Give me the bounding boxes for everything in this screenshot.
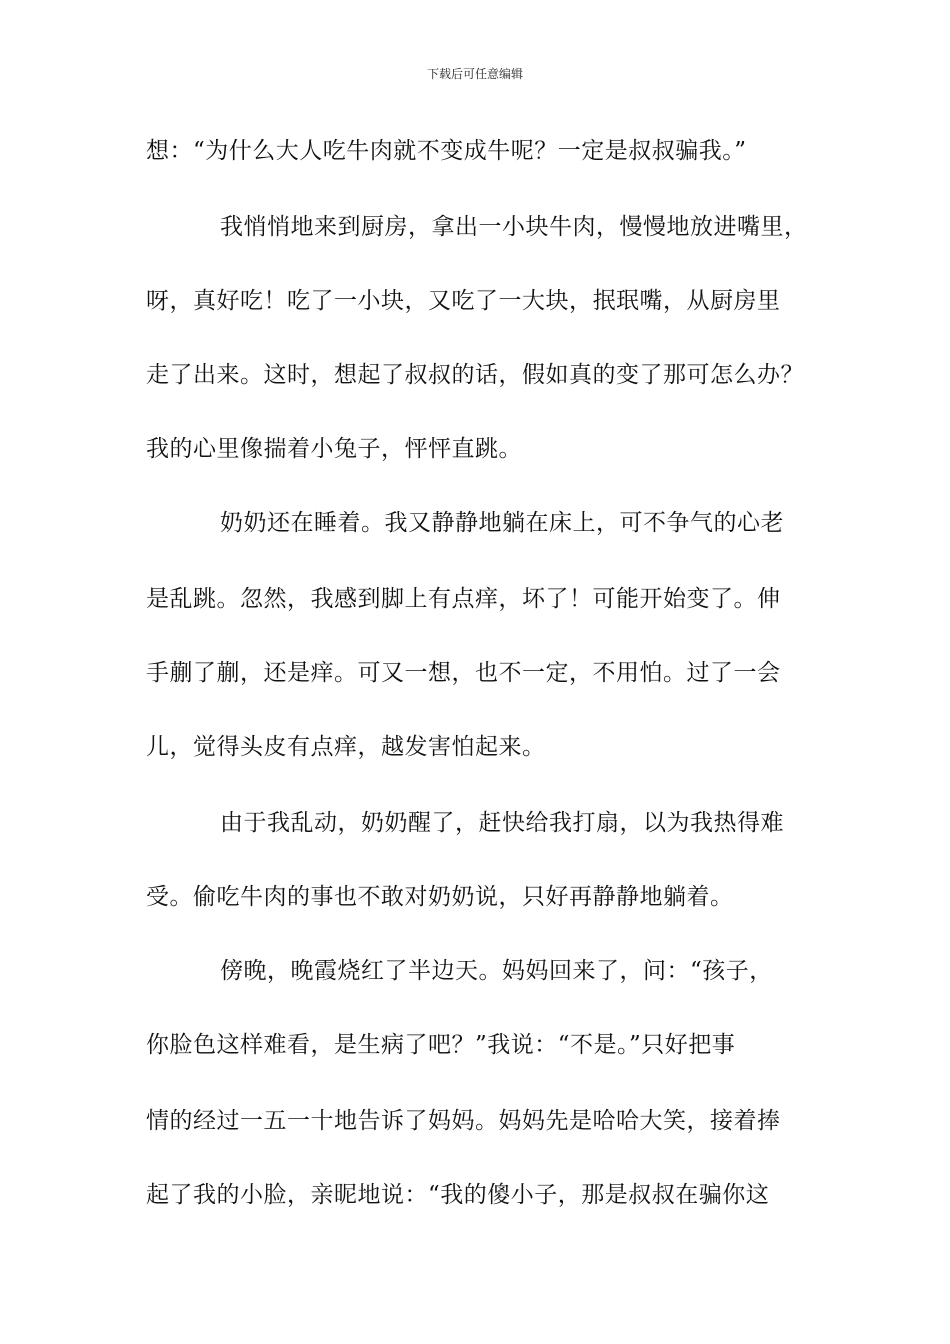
body-line: 儿，觉得头皮有点痒，越发害怕起来。 xyxy=(146,734,546,760)
body-line: 手蒯了蒯，还是痒。可又一想，也不一定，不用怕。过了一会 xyxy=(146,660,781,686)
body-line: 是乱跳。忽然，我感到脚上有点痒，坏了！可能开始变了。伸 xyxy=(146,586,781,612)
body-line: 我的心里像揣着小兔子，怦怦直跳。 xyxy=(146,436,522,462)
body-line: 傍晚，晚霞烧红了半边天。妈妈回来了，问：“孩子， xyxy=(220,958,773,984)
body-line: 你脸色这样难看，是生病了吧？”我说：“不是。”只好把事 xyxy=(146,1032,736,1058)
body-line: 我悄悄地来到厨房，拿出一小块牛肉，慢慢地放进嘴里， xyxy=(220,214,808,240)
body-line: 走了出来。这时，想起了叔叔的话，假如真的变了那可怎么办？ xyxy=(146,362,804,388)
body-line: 受。偷吃牛肉的事也不敢对奶奶说，只好再静静地躺着。 xyxy=(146,884,734,910)
body-line: 呀，真好吃！吃了一小块，又吃了一大块，抿珉嘴，从厨房里 xyxy=(146,288,781,314)
body-line: 奶奶还在睡着。我又静静地躺在床上，可不争气的心老 xyxy=(220,510,784,536)
body-line: 想：“为什么大人吃牛肉就不变成牛呢？一定是叔叔骗我。” xyxy=(146,138,747,164)
body-line: 情的经过一五一十地告诉了妈妈。妈妈先是哈哈大笑，接着捧 xyxy=(146,1108,781,1134)
body-line: 起了我的小脸，亲昵地说：“我的傻小子，那是叔叔在骗你这 xyxy=(146,1182,770,1208)
body-line: 由于我乱动，奶奶醒了，赶快给我打扇，以为我热得难 xyxy=(220,810,784,836)
page-header: 下载后可任意编辑 xyxy=(426,67,523,81)
